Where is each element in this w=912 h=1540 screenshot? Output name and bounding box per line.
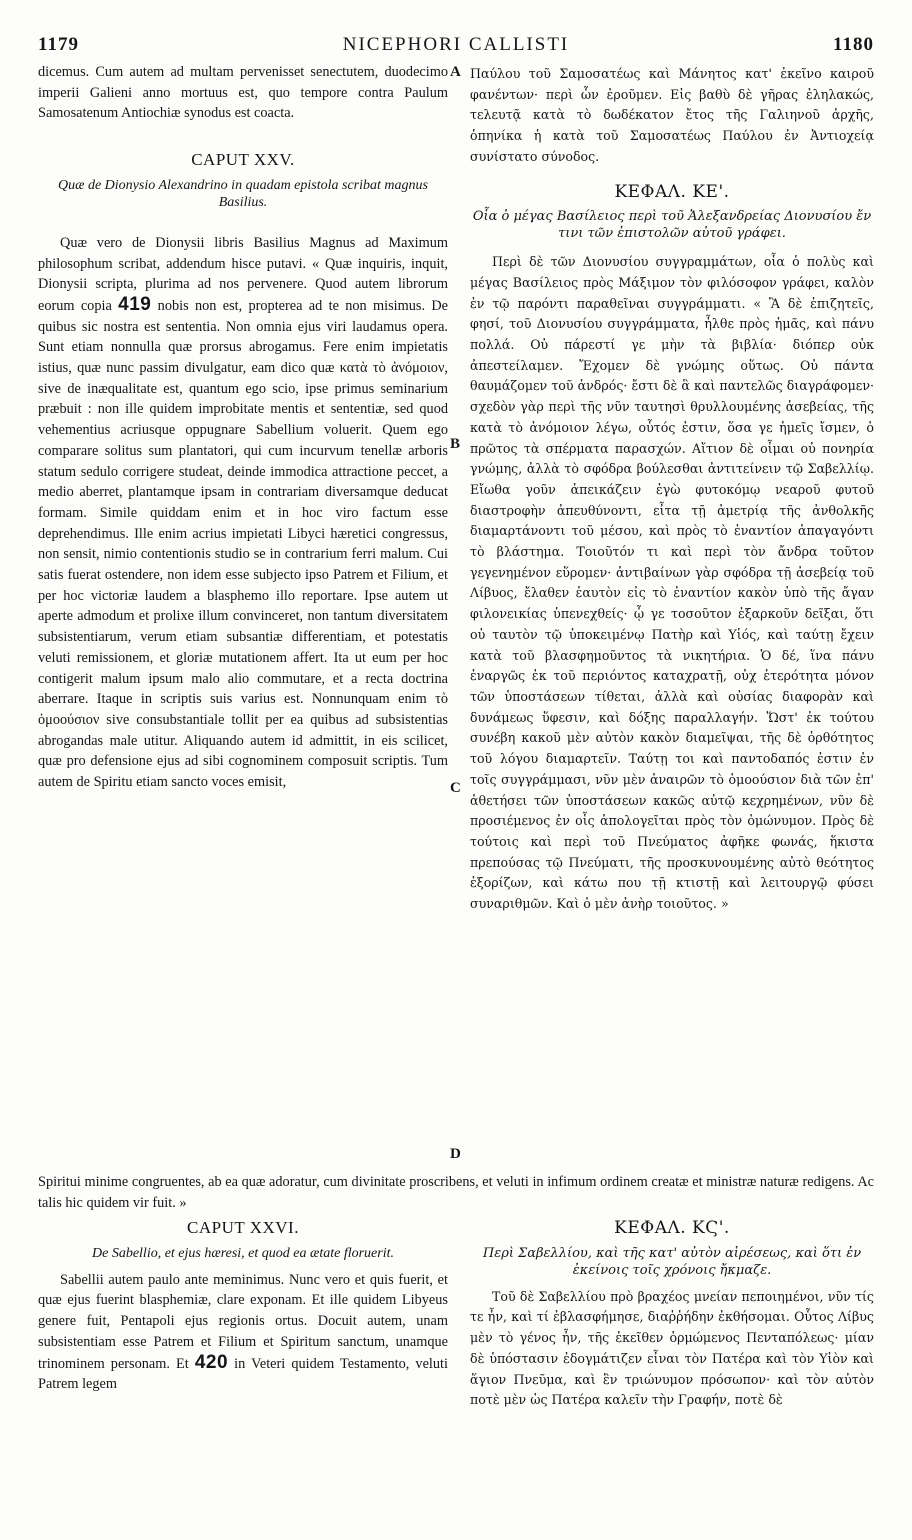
caput-26-text [38,1270,448,1395]
caput-25-text [38,233,448,793]
caput-26-text-part2: in Veteri quidem Testamento, veluti Patrem legem [38,1355,448,1393]
page-marker-420: 420 [194,1351,229,1373]
running-title: NICEPHORI CALLISTI [342,34,570,55]
side-mark-a: A [450,64,461,80]
caput-26-summary: De Sabellio, et ejus hæresi, et quod ea ætate floruerit. [92,1245,394,1261]
caput-26-text-part1: Sabellii autem paulo ante meminimus. Nunc vero et quis fuerit, et quæ ejus fuerint blasphemiæ, clare exponam. Et ille quidem Libyeus genere fuit, Pentapoli ejus regionis ortus. Docuit autem, unam subsistentiam esse Patrem et Filium et Spiritum sanctum, unamque trinominem personam. Et [38,1271,448,1372]
kefalaion-26-summary: Περὶ Σαβελλίου, καὶ τῆς κατ' αὐτὸν αἱρέσεως, καὶ ὅτι ἐν ἐκείνοις τοῖς χρόνοις ἤκμαζε. [482,1245,862,1278]
side-mark-b: B [450,436,461,452]
caput-25-summary: Quæ de Dionysio Alexandrino in quadam epistola scribat magnus Basilius. [58,177,428,210]
caput-25-ending-text: Spiritui minime congruentes, ab ea quæ adoratur, cum divinitate proscribens, et veluti in infimum ordinem creatæ et ministræ naturæ redigens. Ac talis hic quidem vir fuit. » [38,1174,874,1211]
kefalaion-26-text: Τοῦ δὲ Σαβελλίου πρὸ βραχέος μνείαν πεποιημένοι, νῦν τίς τε ἦν, καὶ τί ἐβλασφήμησε, διαῤῥήδην ἐκθήσομαι. Οὗτος Λίβυς μὲν τὸ γένος ἦν, τῆς ἐκεῖθεν ὁρμώμενος Πενταπόλεως· μίαν δὲ ὑπόστασιν ἐδογμάτιζεν εἶναι τὸν Πατέρα καὶ τὸν Υἱὸν καὶ ἅγιον Πνεῦμα, καὶ ἓν τριώνυμον πρόσωπον· καὶ τὸν αὐτὸν ποτὲ μὲν ὡς Πατέρα καλεῖν τὴν Γραφήν, ποτὲ δὲ [470,1288,874,1408]
caput-25-text-part2: nobis non est, propterea ad te non misimus. De quibus sic nostra est sententia. Non omnia ejus viri laudamus opera. Sunt etiam nonnulla quæ prorsus abrogamus. Fere enim impietatis istius, quæ nunc passim divulgatur, eam dico quæ κατὰ τὸ ἀνόμοιον, sive de inæqualitate est, quantum ego scio, ipse primus seminarium præbuit : non ille quidem improbitate mentis et sententiæ, sed quod vehementius acriusque oppugnare Sabellium voluerit. Quem ego comparare solitus sum plantatori, qui cum incurvum tenellæ arboris statum sedulo corrigere studeat, deinde immodica attractione peccet, a medio aberret, plantamque ipsam in contrariam diversamque deducat formam. Simile quiddam enim et in hoc viro factum esse deprehendimus. Ille enim acrius impietati Libyci hæretici congressus, non sensit, nimio contentionis studio se in contrarium ferri malum. Cui satis fuerat ostendere, non idem esse subjecto ipso Patrem et Filium, et per hoc victoriæ laudem a blasphemo illo reportare. Ipse autem ut aperte admodum et prolixe illum convinceret, non tantum diversitatem subsistentiarum, verum etiam subsantiæ differentiam, et potestatis veluti remissionem, et gloriæ mutationem affert. Ita ut eum per hoc contigerit malum ipsum malo alio commutare, et a recta doctrina aberrare. Itaque in scriptis suis varius est. Nonnunquam enim τὸ ὁμοούσιον sive consubstantiale tollit per ea quibus ad subsistentias abrogandas male utitur. Aliquando autem id admittit, in eis scilicet, quæ pro defensione ejus ad sibi cognominem composuit scriptis. Tum autem de Spiritu etiam sancto voces emisit, [38,297,448,791]
page-number-left: 1179 [38,34,79,55]
latin-column-top [38,62,448,1262]
page-number-right: 1180 [833,34,874,55]
page-marker-419: 419 [118,293,152,315]
caput-25-title: CAPUT XXV. [191,150,295,170]
side-mark-c: C [450,780,461,796]
kefalaion-25-title: ΚΕΦΑΛ. ΚΕ'. [614,181,730,202]
greek-column-bottom [470,1218,874,1528]
caput-26-title: CAPUT XXVI. [187,1218,299,1237]
latin-column-bottom [38,1218,448,1528]
greek-intro: Παύλου τοῦ Σαμοσατέως καὶ Μάνητος κατ' ἐκεῖνο καιροῦ φανέντων· περὶ ὧν ἐροῦμεν. Εἰς βαθὺ δὲ γῆρας ἐληλακώς, τελευτᾷ κατὰ τὸ δωδέκατον ἔτος τῆς Γαλιηνοῦ ἀρχῆς, ὁπηνίκα ἡ κατὰ τοῦ Σαμοσατέως Παύλου ἐν Ἀντιοχείᾳ συνίστατο σύνοδος. [470,66,874,164]
caput-25-text-part1: Quæ vero de Dionysii libris Basilius Magnus ad Maximum philosophum scribat, addendum hisce putavi. « Quæ inquiris, inquit, Dionysii scripta, plurima ad nos pervenere. Quod autem librorum eorum copia [38,234,448,314]
kefalaion-25-summary: Οἷα ὁ μέγας Βασίλειος περὶ τοῦ Ἀλεξανδρείας Διονυσίου ἔν τινι τῶν ἐπιστολῶν αὐτοῦ γράφει. [472,209,872,242]
page-header [38,34,874,58]
latin-intro: dicemus. Cum autem ad multam pervenisset senectutem, duodecimo imperii Galieni anno mortuus est, quo tempore contra Paulum Samosatenum Antiochiæ synodus est coacta. [38,64,448,122]
kefalaion-26-title: ΚΕΦΑΛ. ΚϚ'. [614,1218,730,1238]
kefalaion-25-text: Περὶ δὲ τῶν Διονυσίου συγγραμμάτων, οἷα ὁ πολὺς καὶ μέγας Βασίλειος πρὸς Μάξιμον τὸν φιλόσοφον γράφει, καλὸν ἐν τῷ παρόντι παραθεῖναι συγγράμματι. « Ἃ δὲ ἐπιζητεῖς, φησί, τοῦ Διονυσίου συγγράμματα, ἦλθε πρὸς ἡμᾶς, καὶ πάνυ πολλά. Οὐ πάρεστί γε μὴν τὰ βιβλία· διόπερ οὐκ ἀπεστείλαμεν. Ἔχομεν δὲ γνώμης οὕτως. Οὐ πάντα θαυμάζομεν τοῦ ἀνδρός· ἔστι δὲ ἃ καὶ παντελῶς διαγράφομεν· σχεδὸν γὰρ περὶ τῆς νῦν ταυτησὶ θρυλλουμένης ἀσεβείας, τῆς κατὰ τὸ ἀνόμοιον λέγω, οὗτός ἐστιν, ὅσα γε ἡμεῖς ἴσμεν, ὁ πρῶτος τὰ σπέρματα παρασχών. Αἴτιον δὲ οἶμαι οὐ πονηρία γνώμης, ἀλλὰ τὸ σφόδρα βούλεσθαι ἀντιτείνειν τῷ Σαβελλίῳ. Εἴωθα γοῦν ἀπεικάζειν ἐγὼ φυτοκόμῳ νεαροῦ φυτοῦ διαστροφὴν ἀπευθύνοντι, εἶτα τῇ ἀμετρίᾳ τῆς ἀνθολκῆς διαμαρτάνοντι τοῦ μέσου, καὶ πρὸς τὸ ἐναντίον ἀπαγαγόντι τὸ βλάστημα. Τοιοῦτόν τι καὶ περὶ τὸν ἄνδρα τοῦτον γεγενημένον εὕρομεν· ἀντιβαίνων γὰρ σφόδρα τῇ ἀσεβείᾳ τοῦ Λίβυος, ἔλαθεν ἑαυτὸν εἰς τὸ ἐναντίον κακὸν ὑπὸ τῆς ἄγαν φιλονεικίας ὑπενεχθείς· ᾧ γε τοσοῦτον ἐξαρκοῦν δεῖξαι, ὅτι οὐ ταυτὸν τῷ ὑποκειμένῳ Πατὴρ καὶ Υἱός, καὶ ταύτῃ ἔχειν κατὰ τοῦ βλασφημοῦντος τὰ νικητήρια. Ὁ δέ, ἵνα πάνυ ἐναργῶς ἐκ τοῦ περιόντος καταχρατῇ, οὐχ ἑτερότητα μόνον τῶν ὑποστάσεων τίθεται, ἀλλὰ καὶ οὐσίας διαφορὰν καὶ δυνάμεως ὕφεσιν, καὶ δόξης παραλλαγήν. Ὥστ' ἐκ τούτου συνέβη κακοῦ μὲν αὐτὸν κακὸν διαμεῖψαι, τῆς δὲ ὀρθότητος τοῦ λόγου διαμαρτεῖν. Ταύτῃ τοι καὶ παντοδαπός ἐστιν ἐν τοῖς συγγράμμασι, νῦν μὲν ἀναιρῶν τὸ ὁμοούσιον διὰ τῶν ἐπ' ἀθετήσει τῶν ὑποστάσεων κακῶς αὐτῷ κεχρημένων, νῦν δὲ προσιέμενος ἐν οἷς ἀπολογεῖται πρὸς τὸν ὁμώνυμον. Πρὸς δὲ τούτοις καὶ περὶ τοῦ Πνεύματος ἀφῆκε φωνάς, ἥκιστα πρεπούσας τῷ Πνεύματι, τῆς προσκυνουμένης αὐτὸ θεότητος ἐξορίζων, καὶ κάτω που τῇ κτιστῇ καὶ λειτουργῷ φύσει συναριθμῶν. Καὶ ὁ μὲν ἀνὴρ τοιοῦτος. » [470,254,874,912]
greek-column-top [470,64,874,1264]
side-mark-d: D [450,1146,461,1162]
caput-25-full-width-ending [38,1172,874,1214]
